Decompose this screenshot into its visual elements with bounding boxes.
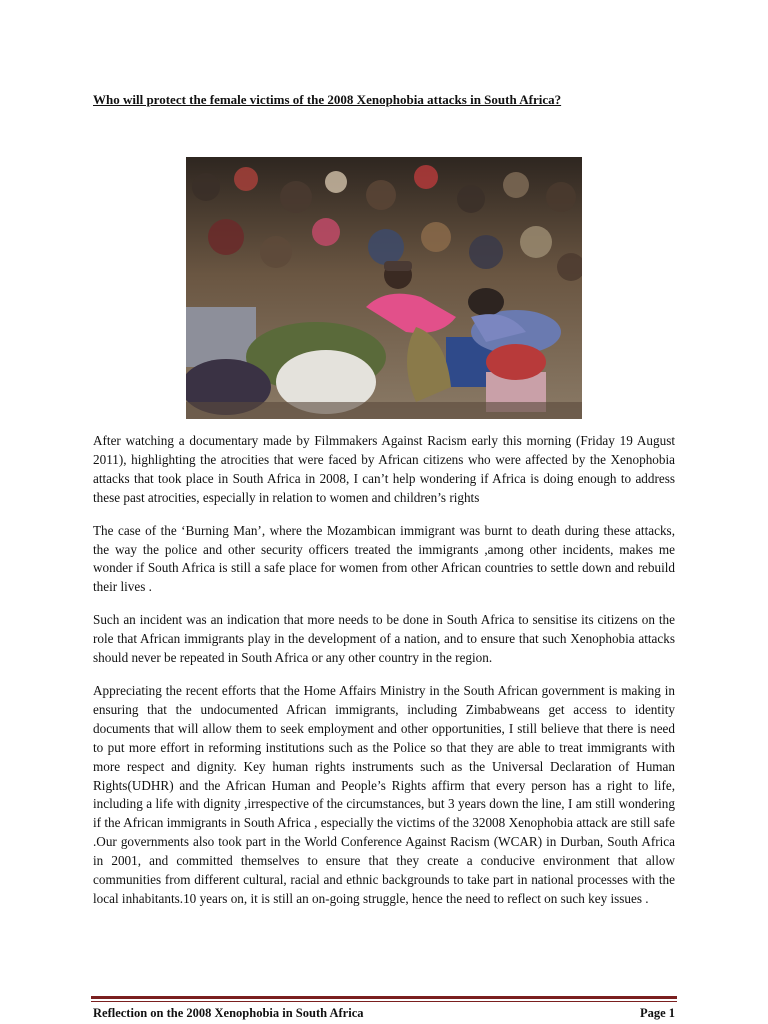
- page-number: Page 1: [639, 1006, 675, 1020]
- paragraph: Such an incident was an indication that more needs to be done in South Africa to sensitise its citizens on the role that African immigrants play in the development of a nation, and to ensure that such Xenophobia attacks should never be repeated in South Africa or any other country in the region.: [93, 612, 675, 666]
- paragraph: Appreciating the recent efforts that the Home Affairs Ministry in the South African government is making in ensuring that the undocumented African immigrants, including Zimbabweans get access to identity documents that will allow them to seek employment and other opportunities, I still believe that there is need to put more effort in reforming institutions such as the Police so that they are able to treat immigrants with more respect and dignity. Key human rights instruments such as the Universal Declaration of Human Rights(UDHR) and the African Human and People’s Rights affirm that every person has a right to life, including a life with dignity ,irrespective of the circumstances, but 3 years down the line, I am still wondering if the African immigrants in South Africa , especially the victims of the 32008 Xenophobia attack are still safe .Our governments also took part in the World Conference Against Racism (WCAR) in Durban, South Africa in 2001, and committed themselves to ensure that they create a conducive environment that allow communities from different cultural, racial and ethnic backgrounds to take part in national processes with the local inhabitants.10 years on, it is still an on-going struggle, hence the need to reflect on such key issues .: [93, 682, 675, 906]
- footer-document-title: Reflection on the 2008 Xenophobia in South Africa: [93, 1006, 364, 1020]
- document-title: Who will protect the female victims of the 2008 Xenophobia attacks in South Africa?: [93, 92, 562, 107]
- footer-divider: [91, 996, 677, 999]
- paragraph: The case of the ‘Burning Man’, where the Mozambican immigrant was burnt to death during these attacks, the way the police and other security officers treated the immigrants ,among other incidents, makes me wonder if South Africa is still a safe place for women from other African countries to settle down and rebuild their lives .: [93, 522, 675, 595]
- footer-divider-thin: [91, 1001, 677, 1002]
- paragraph: After watching a documentary made by Filmmakers Against Racism early this morning (Friday 19 August 2011), highlighting the atrocities that were faced by African citizens who were affected by the Xenophobia attacks that took place in South Africa in 2008, I can’t help wondering if Africa is doing enough to address these past atrocities, especially in relation to women and children’s rights: [93, 433, 675, 505]
- article-body: [93, 432, 675, 923]
- crowd-photo: [186, 157, 582, 419]
